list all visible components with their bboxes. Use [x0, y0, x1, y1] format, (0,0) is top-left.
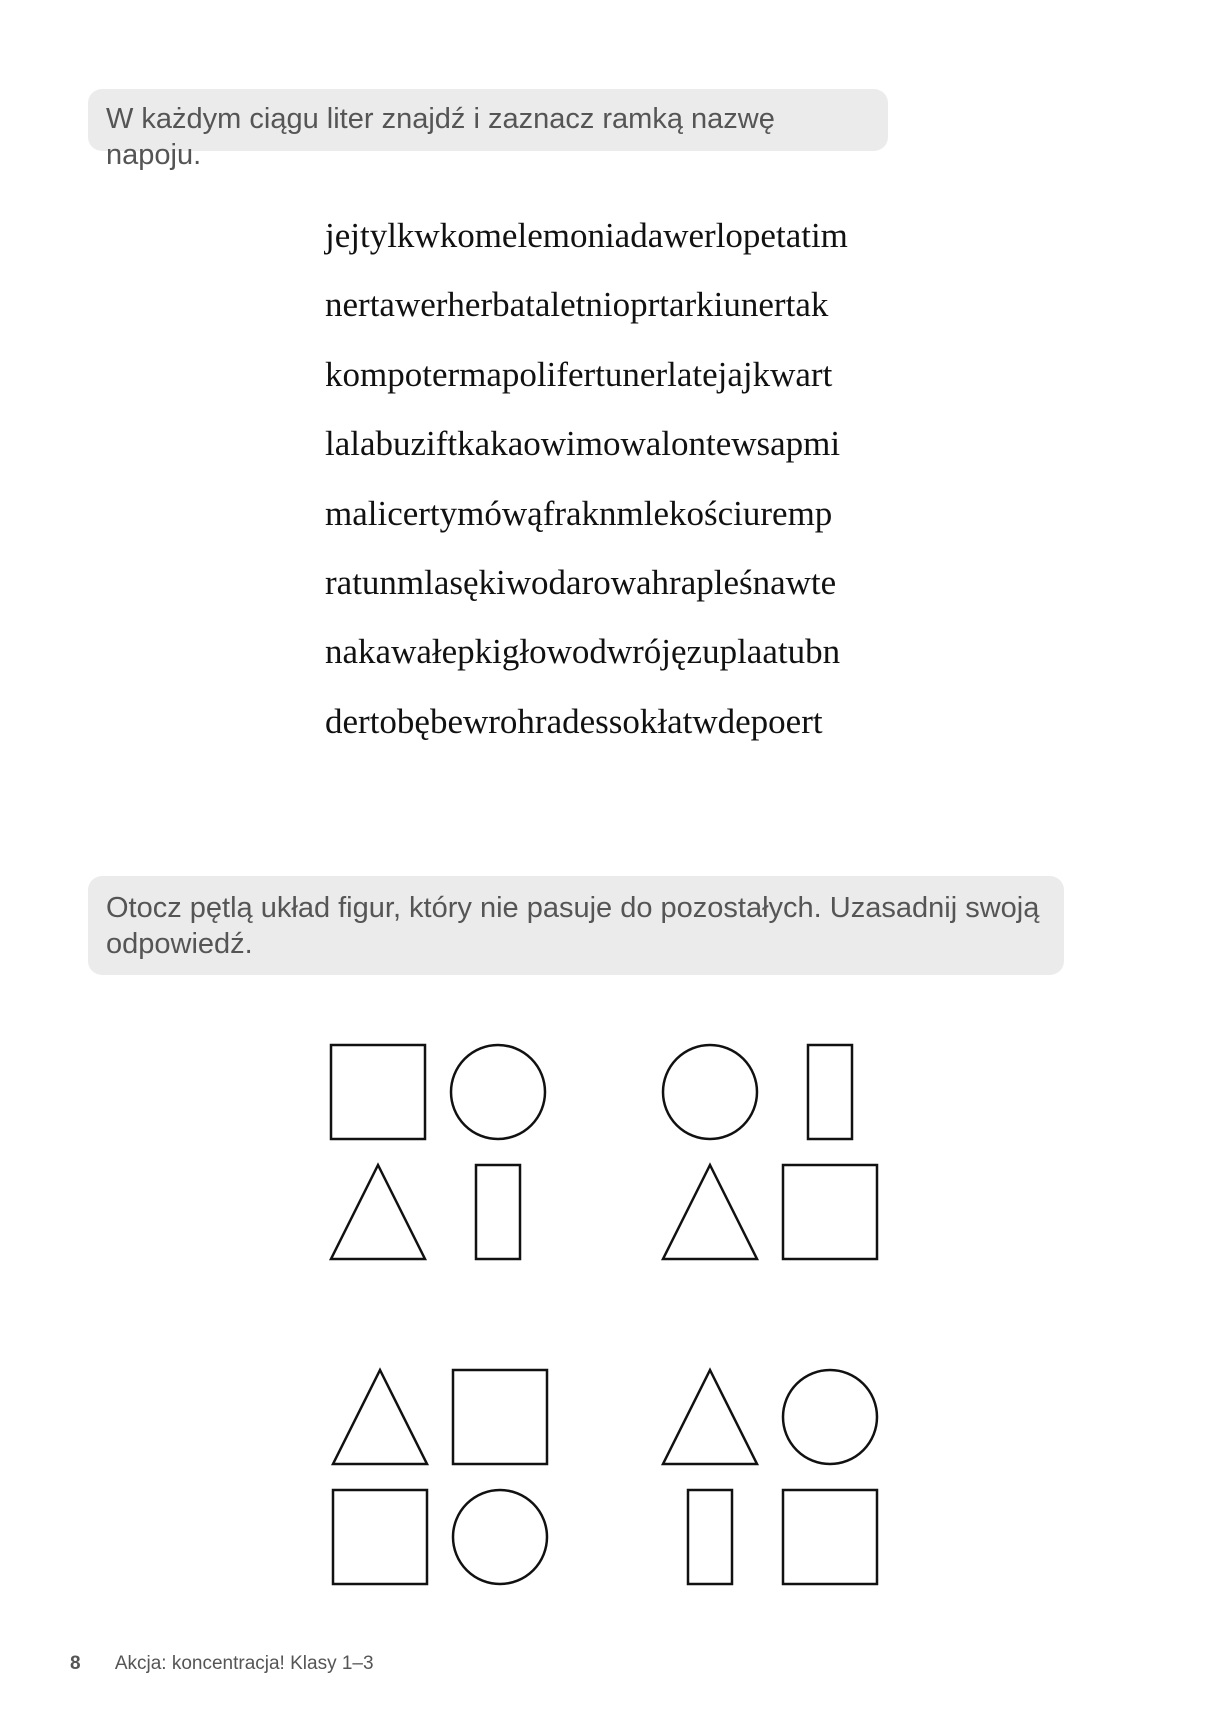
- square-shape: [783, 1490, 877, 1584]
- letter-row-3: kompotermapolifertunerlatejajkwart: [325, 354, 833, 394]
- figure-group-4[interactable]: [663, 1370, 877, 1584]
- figure-group-2[interactable]: [663, 1045, 877, 1259]
- letter-row-5: malicertymówąfraknmlekościuremp: [325, 493, 833, 533]
- figure-group-1[interactable]: [331, 1045, 545, 1259]
- square-shape: [783, 1165, 877, 1259]
- book-title: Akcja: koncentracja! Klasy 1–3: [114, 1653, 374, 1674]
- square-shape: [453, 1370, 547, 1464]
- letter-row-1: jejtylkwkomelemoniadawerlopetatim: [325, 216, 848, 255]
- triangle-shape: [333, 1370, 427, 1464]
- triangle-shape: [663, 1165, 757, 1259]
- circle-shape: [453, 1490, 547, 1584]
- task1-instruction: W każdym ciągu liter znajdź i zaznacz ramką nazwę napoju.: [88, 89, 888, 151]
- rectangle-shape: [808, 1045, 852, 1139]
- letter-row-8: dertobębewrohradessokłatwdepoert: [325, 701, 823, 741]
- circle-shape: [663, 1045, 757, 1139]
- triangle-shape: [663, 1370, 757, 1464]
- circle-shape: [451, 1045, 545, 1139]
- letter-row-6: ratunmlasękiwodarowahrapleśnawte: [325, 562, 837, 602]
- page-number: 8: [70, 1653, 81, 1674]
- rectangle-shape: [688, 1490, 732, 1584]
- letter-row-2: nertawerherbataletnioprtarkiunertak: [325, 285, 829, 325]
- page-footer: [70, 1653, 374, 1675]
- rectangle-shape: [476, 1165, 520, 1259]
- letter-row-4: lalabuziftkakaowimowalontewsapmi: [325, 424, 841, 464]
- square-shape: [333, 1490, 427, 1584]
- figure-group-3[interactable]: [333, 1370, 547, 1584]
- letter-row-7: nakawałepkigłowodwrójęzuplaatubn: [325, 632, 841, 672]
- square-shape: [331, 1045, 425, 1139]
- task2-instruction: Otocz pętlą układ figur, który nie pasuje do pozostałych. Uzasadnij swoją odpowiedź.: [88, 876, 1064, 975]
- triangle-shape: [331, 1165, 425, 1259]
- circle-shape: [783, 1370, 877, 1464]
